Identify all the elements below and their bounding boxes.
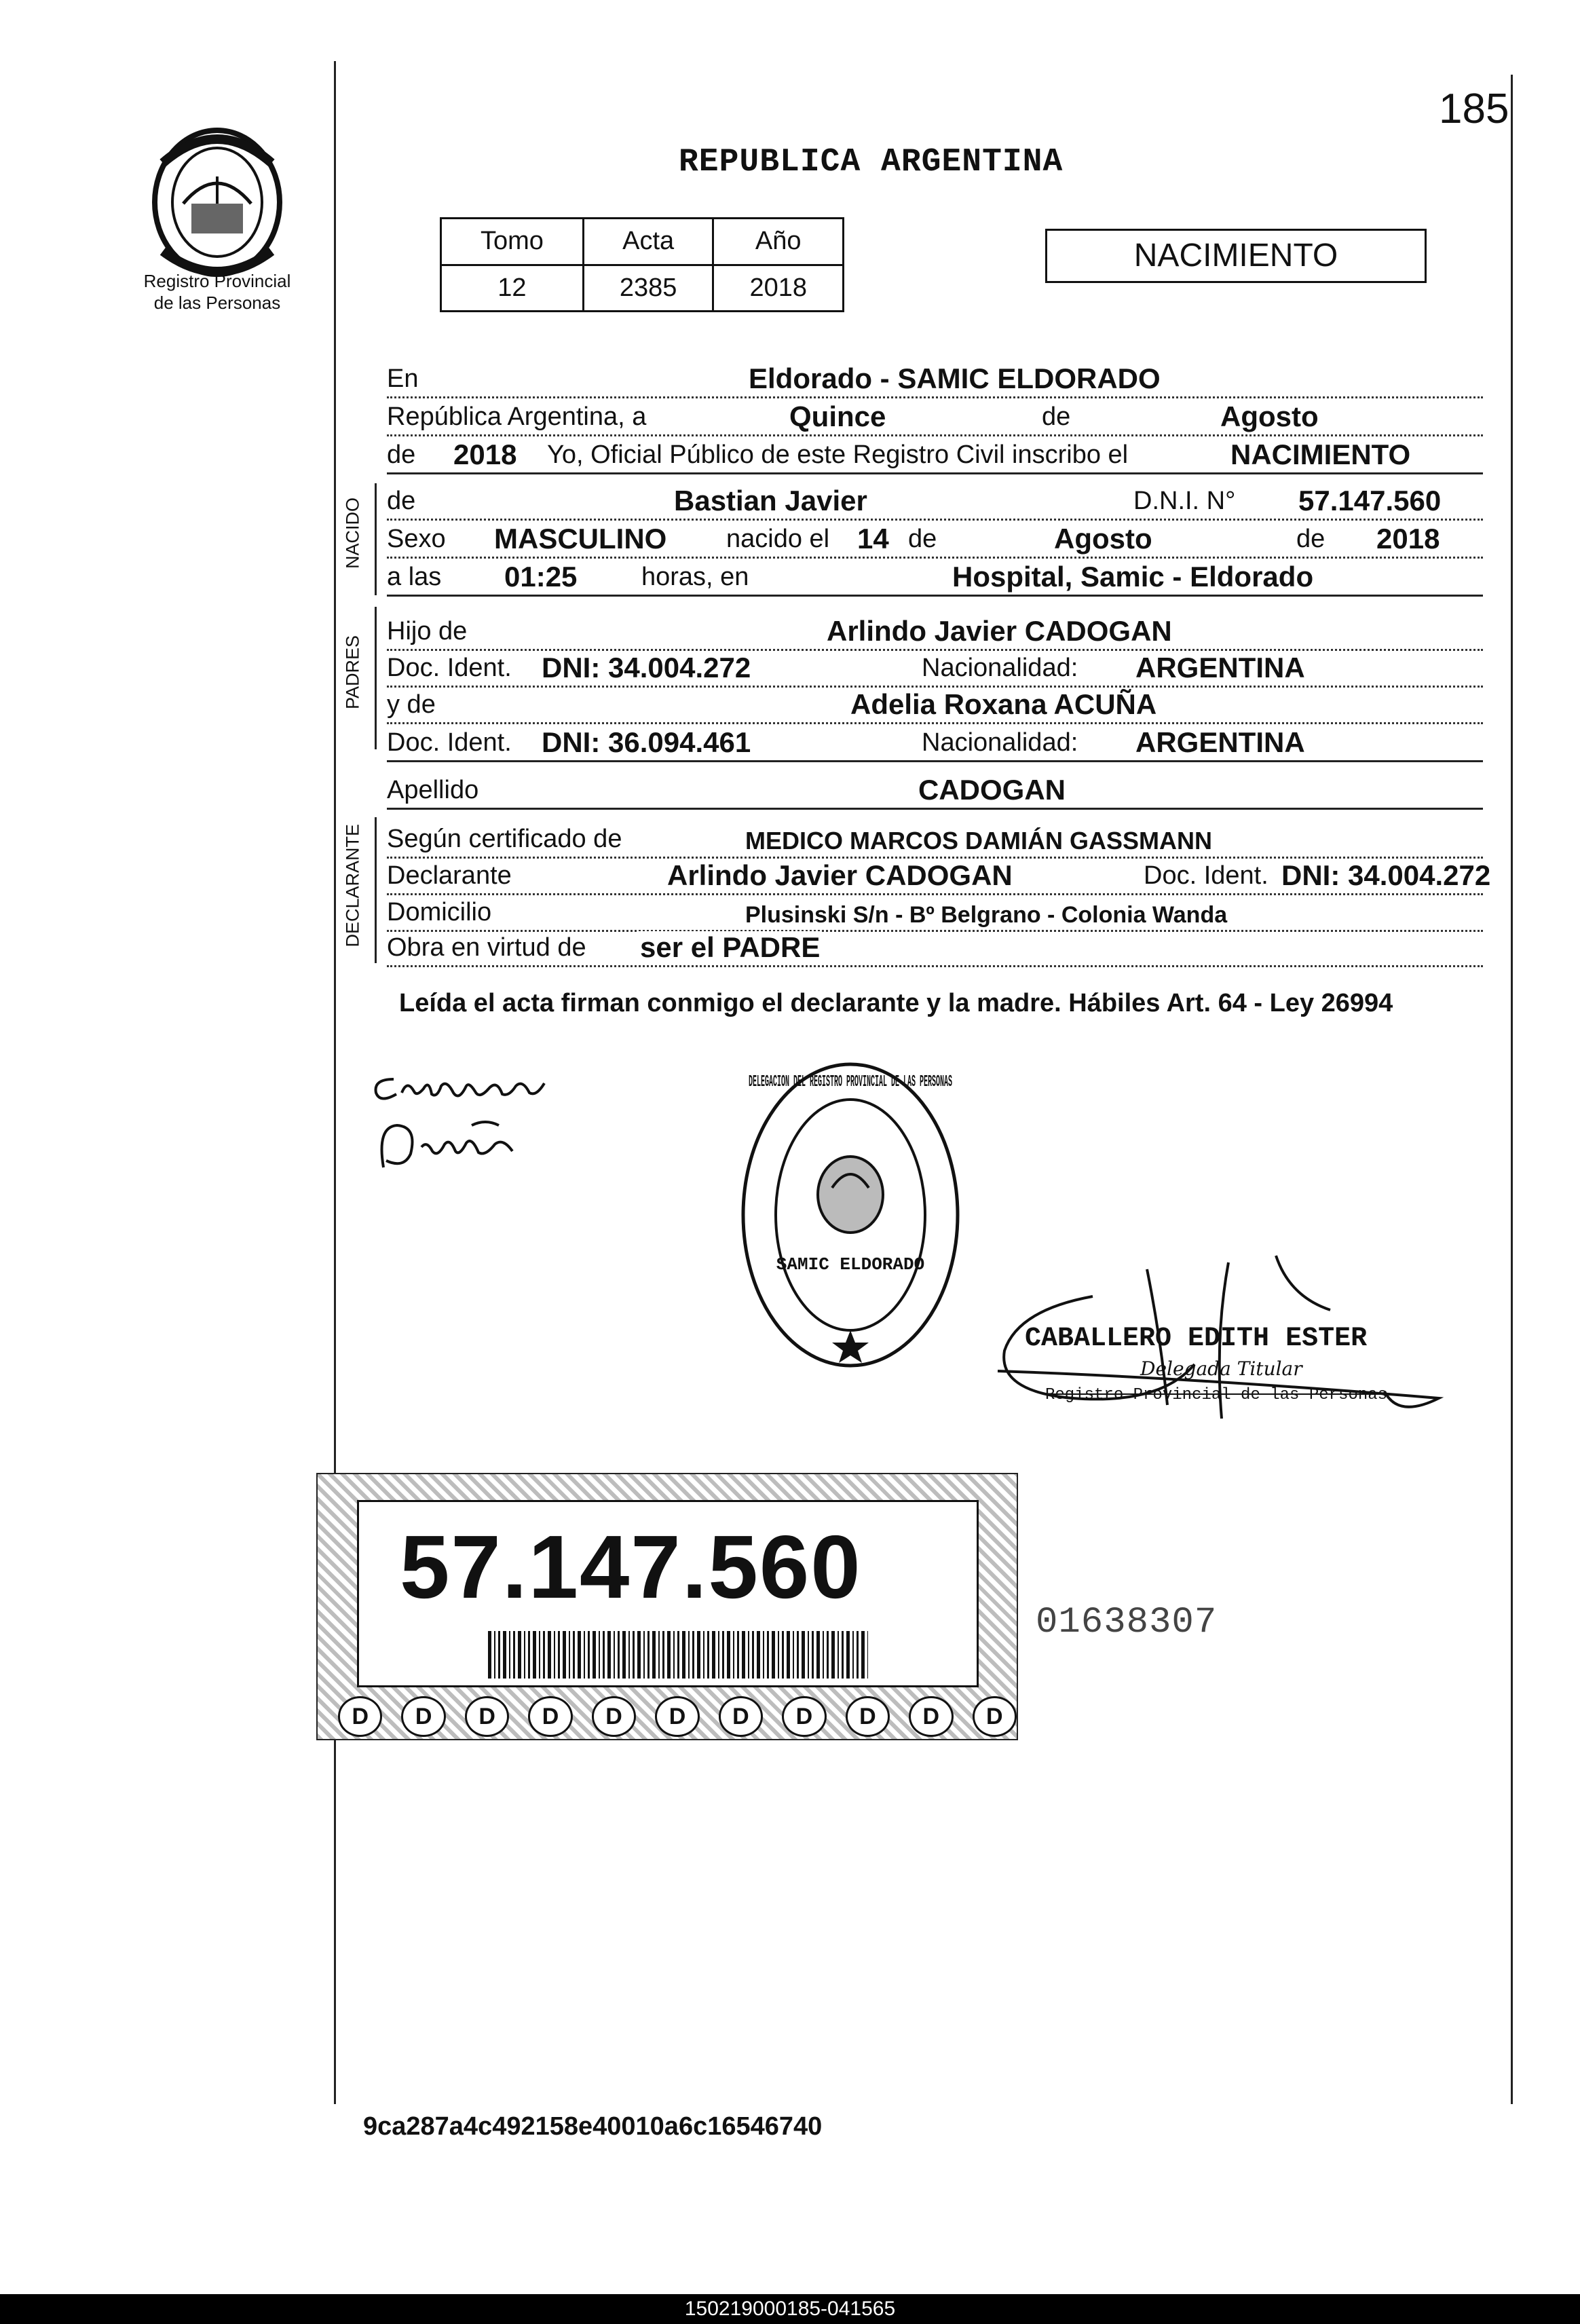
certificado-label: Según certificado de: [387, 825, 624, 854]
strip-mark: D: [909, 1696, 953, 1737]
sex-row: [387, 519, 1483, 559]
declarant-doc-label: Doc. Ident.: [1144, 861, 1271, 891]
time-value: 01:25: [502, 561, 579, 593]
birth-de-year-label: de: [1296, 525, 1328, 554]
republica-label: República Argentina, a: [387, 402, 649, 432]
mother-signature-scribble: [370, 1113, 546, 1174]
declarant-row: [387, 855, 1491, 895]
province-crest-logo: [136, 122, 299, 285]
date-row: [387, 396, 1483, 436]
event-value: NACIMIENTO: [1228, 438, 1412, 471]
closing-statement: Leída el acta firman conmigo el declarante y la madre. Hábiles Art. 64 - Ley 26994: [399, 989, 1393, 1017]
security-number: 57.147.560: [400, 1517, 862, 1617]
father-doc-row: [387, 648, 1483, 688]
logo-caption: [115, 270, 319, 314]
mother-doc-value: DNI: 36.094.461: [540, 726, 753, 759]
strip-mark: D: [973, 1696, 1017, 1737]
declarant-value: Arlindo Javier CADOGAN: [665, 859, 1015, 892]
mother-doc-label: Doc. Ident.: [387, 728, 514, 757]
y-de-label: y de: [387, 690, 438, 719]
birth-place-value: Hospital, Samic - Eldorado: [950, 561, 1315, 593]
dni-value: 57.147.560: [1296, 485, 1443, 517]
document-type-box: NACIMIENTO: [1045, 229, 1427, 283]
footer-id: 150219000185-041565: [684, 2298, 896, 2320]
declarant-doc-value: DNI: 34.004.272: [1279, 859, 1492, 892]
stamp-inner-text: SAMIC ELDORADO: [776, 1254, 925, 1275]
nacido-el-label: nacido el: [726, 525, 832, 554]
official-name: CABALLERO EDITH ESTER: [1025, 1324, 1368, 1354]
capacity-row: [387, 927, 1483, 967]
birth-day-value: 14: [855, 523, 891, 555]
hijo-de-label: Hijo de: [387, 617, 470, 646]
official-office: Registro Provincial de las Personas: [1045, 1386, 1388, 1404]
stamp-ring-text: DELEGACION DEL REGISTRO PROVINCIAL DE LAS PERSONAS: [749, 1073, 952, 1091]
logo-caption-line1: Registro Provincial: [143, 271, 291, 291]
year-row: [387, 434, 1483, 474]
surname-value: CADOGAN: [916, 774, 1068, 806]
declarante-section-bar: [375, 817, 377, 963]
de-label: de: [1042, 402, 1073, 432]
mother-row: [387, 684, 1483, 724]
month-value: Agosto: [1218, 400, 1321, 433]
birth-month-value: Agosto: [1052, 523, 1154, 555]
name-row: [387, 481, 1483, 521]
strip-mark: D: [592, 1696, 636, 1737]
a-las-label: a las: [387, 563, 444, 592]
day-value: Quince: [787, 400, 888, 433]
strip-mark: D: [782, 1696, 826, 1737]
strip-mark: D: [338, 1696, 382, 1737]
father-doc-label: Doc. Ident.: [387, 654, 514, 683]
anio-header: Año: [713, 219, 844, 265]
strip-mark: D: [846, 1696, 890, 1737]
time-row: [387, 557, 1483, 597]
official-role: Delegada Titular: [1140, 1357, 1302, 1380]
barcode: [488, 1631, 868, 1679]
strip-mark: D: [719, 1696, 763, 1737]
horas-label: horas, en: [641, 563, 751, 592]
strip-mark: D: [401, 1696, 445, 1737]
birth-year-value: 2018: [1374, 523, 1442, 555]
de-name-label: de: [387, 487, 418, 516]
security-label: [316, 1473, 1018, 1740]
birth-de-label: de: [908, 525, 939, 554]
logo-caption-line2: de las Personas: [153, 293, 281, 313]
mother-signature: [370, 1113, 546, 1184]
anio-value: 2018: [713, 265, 844, 312]
padres-section-label: PADRES: [342, 635, 363, 710]
mother-doc-row: [387, 722, 1483, 762]
address-row: [387, 892, 1483, 932]
security-number-panel: [357, 1500, 979, 1687]
dni-label: D.N.I. N°: [1133, 487, 1238, 516]
father-doc-value: DNI: 34.004.272: [540, 652, 753, 684]
domicilio-label: Domicilio: [387, 898, 494, 927]
mother-nat-label: Nacionalidad:: [922, 728, 1080, 757]
right-margin-line: [1511, 75, 1513, 2104]
document-hash: 9ca287a4c492158e40010a6c16546740: [363, 2112, 823, 2141]
acta-header: Acta: [583, 219, 713, 265]
page-number: 185: [1439, 86, 1509, 132]
tomo-value: 12: [441, 265, 584, 312]
father-name-value: Arlindo Javier CADOGAN: [825, 615, 1174, 648]
tomo-header: Tomo: [441, 219, 584, 265]
father-nat-label: Nacionalidad:: [922, 654, 1080, 683]
inscribo-label: Yo, Oficial Público de este Registro Civil inscribo el: [547, 441, 1131, 470]
nacido-section-label: NACIDO: [342, 498, 363, 569]
certificate-value: MEDICO MARCOS DAMIÁN GASSMANN: [743, 827, 1214, 855]
left-margin-line: [334, 61, 336, 2104]
address-value: Plusinski S/n - Bº Belgrano - Colonia Wanda: [743, 902, 1229, 929]
declarante-section-label: DECLARANTE: [342, 823, 363, 948]
security-serial: 01638307: [1036, 1602, 1218, 1643]
declarante-label: Declarante: [387, 861, 514, 891]
certificate-row: [387, 819, 1483, 859]
declarant-signature-scribble: [366, 1059, 563, 1113]
apellido-label: Apellido: [387, 776, 481, 805]
mother-name-value: Adelia Roxana ACUÑA: [848, 688, 1159, 721]
father-nat-value: ARGENTINA: [1133, 652, 1307, 684]
capacity-value: ser el PADRE: [638, 931, 822, 964]
registry-stamp: [738, 1059, 962, 1371]
surname-row: [387, 770, 1483, 810]
document-title: REPUBLICA ARGENTINA: [679, 144, 1064, 181]
nacido-section-bar: [375, 483, 377, 595]
strip-mark: D: [528, 1696, 572, 1737]
en-label: En: [387, 364, 421, 394]
registry-table: [440, 217, 844, 312]
obra-label: Obra en virtud de: [387, 933, 589, 962]
de-year-label: de: [387, 441, 418, 470]
strip-mark: D: [465, 1696, 509, 1737]
strip-mark: D: [655, 1696, 699, 1737]
sexo-label: Sexo: [387, 525, 449, 554]
padres-section-bar: [375, 607, 377, 749]
place-row: [387, 358, 1483, 398]
year-value: 2018: [451, 438, 519, 471]
child-name-value: Bastian Javier: [672, 485, 869, 517]
sex-value: MASCULINO: [492, 523, 669, 555]
father-row: [387, 611, 1483, 651]
place-value: Eldorado - SAMIC ELDORADO: [747, 362, 1163, 395]
security-strip: [318, 1694, 1017, 1739]
mother-nat-value: ARGENTINA: [1133, 726, 1307, 759]
acta-value: 2385: [583, 265, 713, 312]
